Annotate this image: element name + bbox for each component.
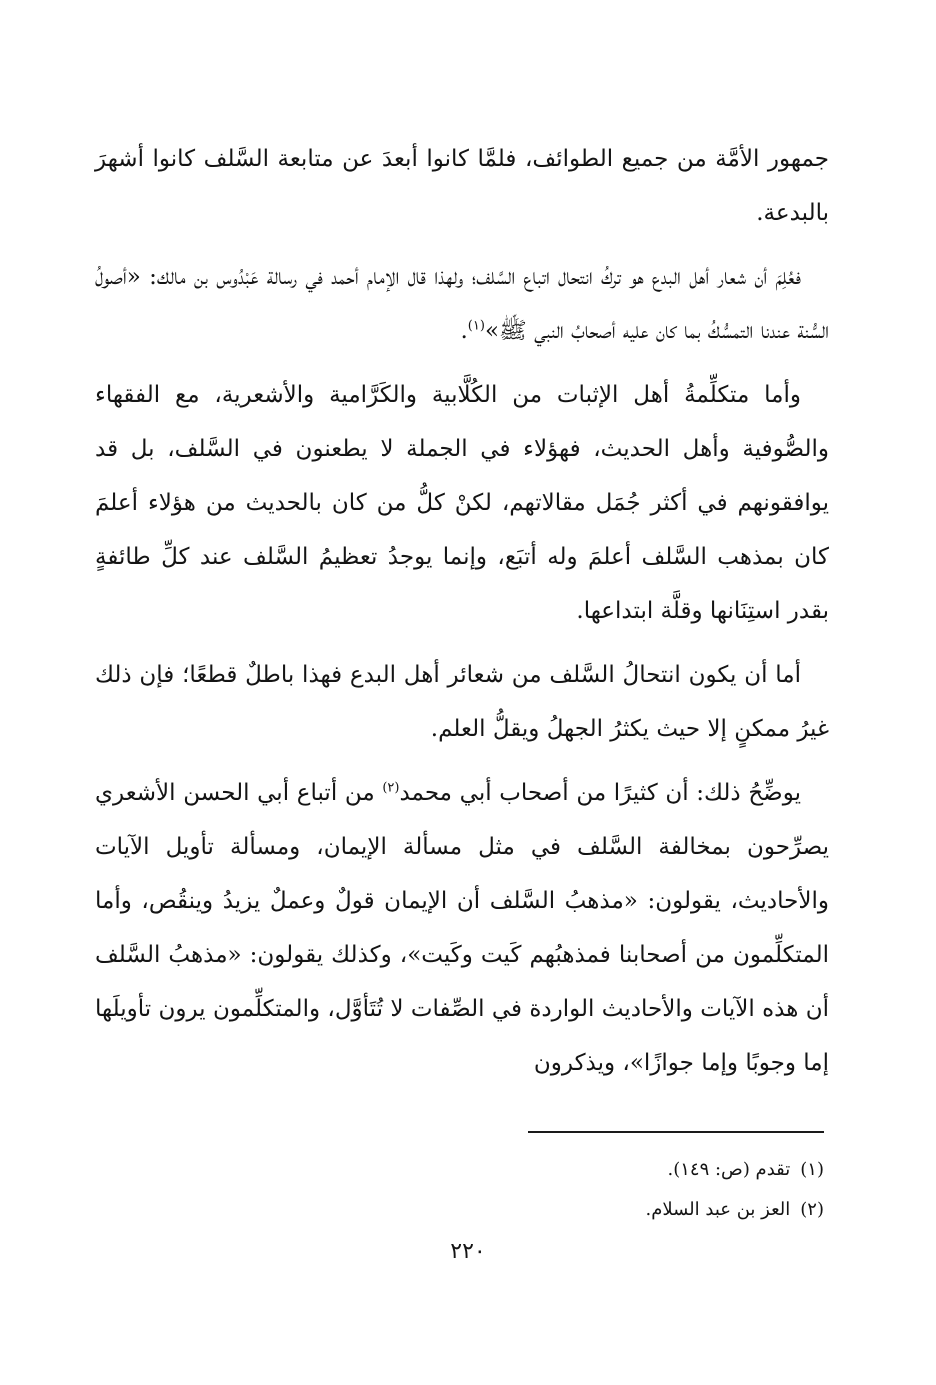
paragraph-3 xyxy=(95,368,829,638)
footnote-1-text: تقدم (ص: ١٤٩). xyxy=(667,1159,791,1180)
paragraph-4 xyxy=(95,648,829,756)
footnote-2-text: العز بن عبد السلام. xyxy=(645,1199,791,1220)
paragraph-5 xyxy=(95,766,829,1090)
footnote-1 xyxy=(400,1150,824,1190)
paragraph-5-tail: من أتباع أبي الحسن الأشعري يصرِّحون بمخالفة السَّلف في مثل مسألة الإيمان، ومسألة تأويل الآيات والأحاديث، يقولون: «مذهبُ السَّلف أن الإيمان قولٌ وعملٌ يزيدُ وينقُص، وأما المتكلِّمون من أصحابنا فمذهبُهم كَيت وكَيت»، وكذلك يقولون: «مذهبُ السَّلف أن هذه الآيات والأحاديث الواردة في الصِّفات لا تُتَأوَّل، والمتكلِّمون يرون تأويلَها إما وجوبًا وإما جوازًا»، ويذكرون xyxy=(95,780,829,1076)
paragraph-2-tail: . xyxy=(460,318,468,344)
footnote-divider xyxy=(528,1131,824,1133)
footnote-1-number: (١) xyxy=(800,1159,824,1180)
paragraph-1-text: جمهور الأمَّة من جميع الطوائف، فلمَّا كانوا أبعدَ عن متابعة السَّلف كانوا أشهرَ بالبدعة. xyxy=(95,146,829,226)
paragraph-4-text: أما أن يكون انتحالُ السَّلف من شعائر أهل البدع فهذا باطلٌ قطعًا؛ فإن ذلك غيرُ ممكنٍ إلا حيث يكثرُ الجهلُ ويقلُّ العلم. xyxy=(95,662,829,742)
paragraph-1 xyxy=(95,132,829,240)
footnotes xyxy=(400,1150,824,1230)
paragraph-3-text: وأما متكلِّمةُ أهل الإثبات من الكُلَّابية والكَرَّامية والأشعرية، مع الفقهاء والصُّوفية وأهل الحديث، فهؤلاء في الجملة لا يطعنون في السَّلف، بل قد يوافقونهم في أكثر جُمَل مقالاتهم، لكنْ كلُّ من كان بالحديث من هؤلاء أعلمَ كان بمذهب السَّلف أعلمَ وله أتبَع، وإنما يوجدُ تعظيمُ السَّلف عند كلِّ طائفةٍ بقدر استِنَانها وقلَّة ابتداعها. xyxy=(95,382,829,624)
footnote-ref-2[interactable]: (٢) xyxy=(382,780,400,796)
main-text xyxy=(95,132,829,1100)
page-number: ٢٢٠ xyxy=(450,1239,486,1264)
paragraph-2 xyxy=(95,250,829,358)
footnote-2 xyxy=(400,1190,824,1230)
footnote-ref-1[interactable]: (١) xyxy=(467,318,485,334)
paragraph-2-text: فعُلِمَ أن شعار أهل البدع هو تركُ انتحال اتباع السَّلف؛ ولهذا قال الإمام أحمد في رسالة عَبْدُوس بن مالك: «أصولُ السُّنة عندنا التمسُّكُ بما كان عليه أصحابُ النبي ﷺ» xyxy=(95,264,829,344)
footnote-2-number: (٢) xyxy=(800,1199,824,1220)
paragraph-5-text: يوضِّحُ ذلك: أن كثيرًا من أصحاب أبي محمد xyxy=(399,780,801,806)
